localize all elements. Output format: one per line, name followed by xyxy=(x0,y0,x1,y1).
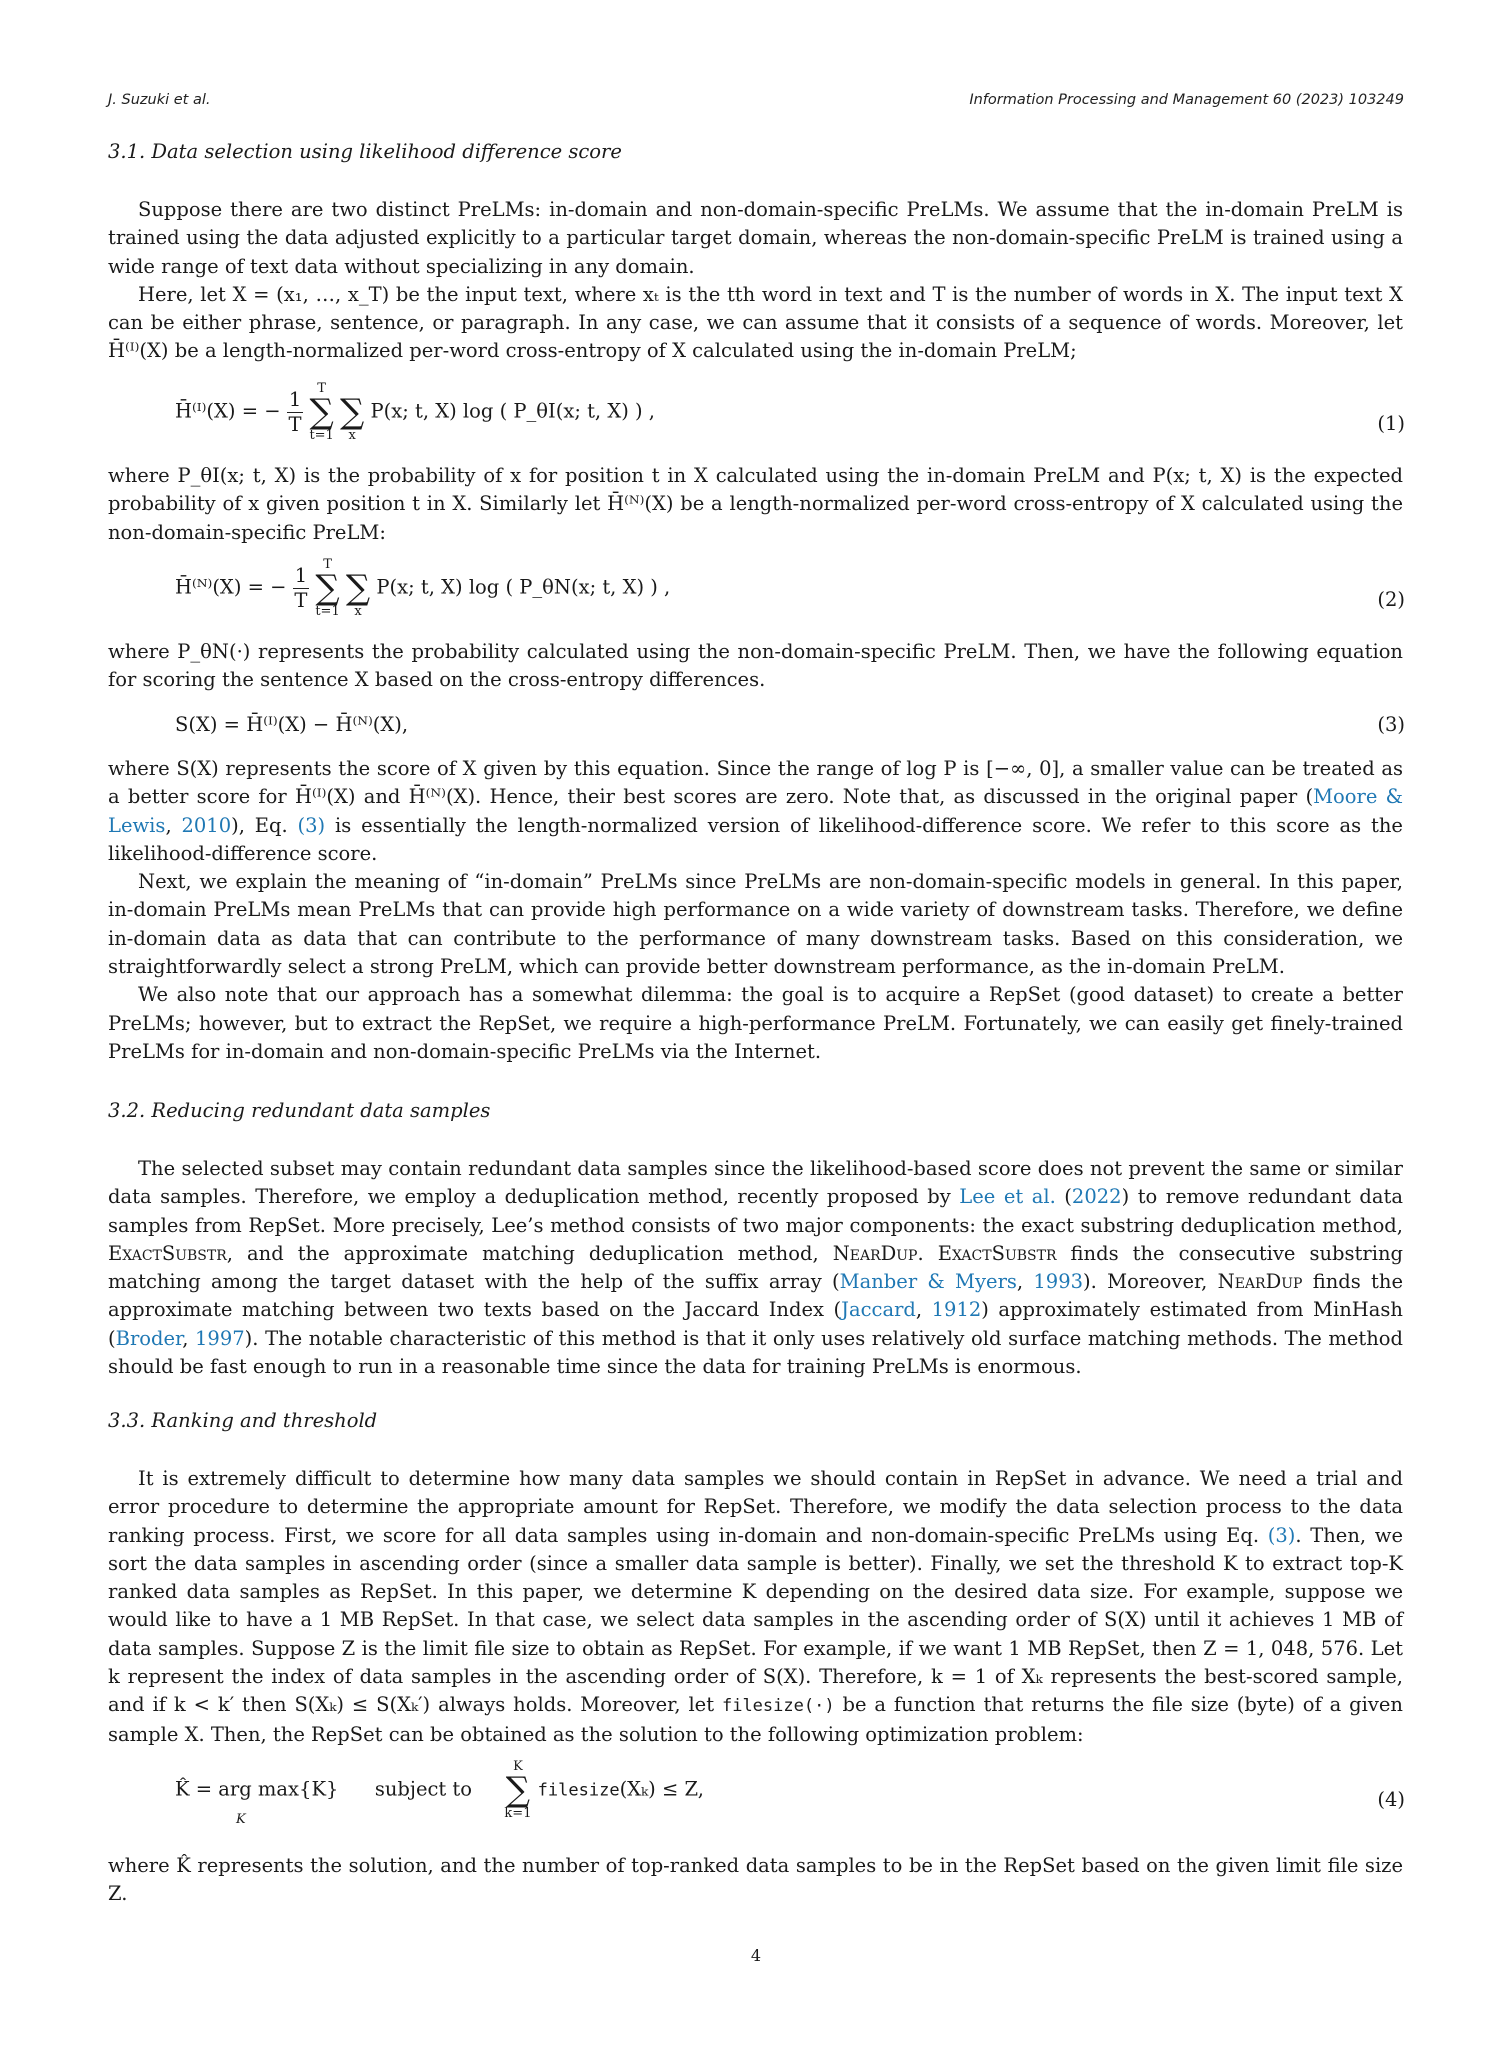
eq4-rhs: (Xₖ) ≤ Z, xyxy=(619,1777,704,1801)
frac-num: 1 xyxy=(288,388,302,411)
text-run: . Then, we sort the data samples in ascending order (since a smaller data sample is better). Finally, we set the threshold K to extract top-K ranked data samples as RepSet. In this paper, we determine K depending on the desired data size. For example, suppose we would like to have a 1 MB RepSet. In that case, we select data samples in the ascending order of S(X) until it achieves 1 MB of data samples. Suppose Z is the limit file size to obtain as RepSet. For example, if we want 1 MB RepSet, then Z = 1, 048, 576. Let k represent the index of data samples in the ascending order of S(X). Therefore, k = 1 of Xₖ represents the best-scored sample, and if k < k′ then S(Xₖ) ≤ S(Xₖ′) always holds. Moreover, let xyxy=(108,1523,1403,1717)
text-run: ), Eq. xyxy=(231,813,298,837)
text-run: , xyxy=(915,1298,932,1322)
sum-lower: x xyxy=(354,604,362,619)
frac-den: T xyxy=(288,412,302,436)
function-name: filesize(·) xyxy=(721,1696,835,1717)
paragraph xyxy=(108,1155,1403,1381)
citation-link[interactable]: 2010 xyxy=(181,813,232,837)
citation-link[interactable]: Jaccard xyxy=(841,1298,916,1322)
equation-link[interactable]: (3) xyxy=(297,813,326,837)
equation-link[interactable]: (3) xyxy=(1267,1523,1296,1547)
text-run: is essentially the length-normalized version of likelihood-difference score. We refer to this score as the likelihood-difference score. xyxy=(108,813,1403,865)
paragraph xyxy=(108,755,1403,868)
eq4-lhs: K̂ = arg max{K} xyxy=(175,1777,339,1801)
running-header-authors: J. Suzuki et al. xyxy=(108,92,211,108)
text-run: The selected subset may contain redundant data samples since the likelihood-based score does not prevent the same or similar data samples. Therefore, we employ a deduplication method, recently proposed by xyxy=(108,1157,1403,1209)
text-run: be a function that returns the file size (byte) of a given sample X. Then, the RepSet can be obtained as the solution to the following optimization problem: xyxy=(108,1693,1403,1746)
sum-symbol: ∑ xyxy=(505,1770,531,1810)
text-run: finds the approximate matching between two texts based on the Jaccard Index ( xyxy=(108,1270,1403,1322)
frac-num: 1 xyxy=(294,564,308,587)
paragraph: We also note that our approach has a somewhat dilemma: the goal is to acquire a RepSet (good dataset) to create a better PreLMs; however, but to extract the RepSet, we require a high-performance PreLM. Fortunately, we can easily get finely-trained PreLMs for in-domain and non-domain-specific PreLMs via the Internet. xyxy=(108,983,1403,1063)
paragraph: Next, we explain the meaning of “in-domain” PreLMs since PreLMs are non-domain-specific models in general. In this paper, in-domain PreLMs mean PreLMs that can provide high performance on a wide variety of downstream tasks. Therefore, we define in-domain data as data that can contribute to the performance of many downstream tasks. Based on this consideration, we straightforwardly select a strong PreLM, which can provide better downstream performance, as the in-domain PreLM. xyxy=(108,870,1403,979)
sum-lower: t=1 xyxy=(315,604,340,619)
text-run: ( xyxy=(1055,1185,1072,1209)
sum-lower: x xyxy=(348,428,356,443)
equation-number: (1) xyxy=(1377,412,1405,435)
frac-den: T xyxy=(294,588,308,612)
paragraph: Here, let X = (x₁, …, x_T) be the input text, where xₜ is the tth word in text and T is the number of words in X. The input text X can be either phrase, sentence, or paragraph. In any case, we can assume that it consists of a sequence of words. Moreover, let H̄⁽ᴵ⁾(X) be a length-normalized per-word cross-entropy of X calculated using the in-domain PreLM; xyxy=(108,282,1403,363)
text-run: . xyxy=(917,1241,938,1265)
body-block-7 xyxy=(108,1852,1403,1909)
equation-2 xyxy=(175,558,1405,618)
body-block-5 xyxy=(108,1155,1403,1381)
sum-upper: T xyxy=(323,557,332,572)
eq2-fraction xyxy=(293,566,309,610)
method-name: ExactSubstr xyxy=(108,1241,227,1265)
eq4-sum-k xyxy=(504,1760,531,1820)
section-heading-3-1: 3.1. Data selection using likelihood difference score xyxy=(108,140,622,163)
eq4-function: filesize xyxy=(537,1780,620,1801)
citation-link[interactable]: Broder xyxy=(115,1326,183,1350)
body-block-3 xyxy=(108,638,1403,695)
body-block-6 xyxy=(108,1465,1403,1749)
section-heading-3-2: 3.2. Reducing redundant data samples xyxy=(108,1099,491,1122)
method-name: ExactSubstr xyxy=(937,1241,1057,1265)
equation-number: (2) xyxy=(1377,588,1405,611)
equation-number: (4) xyxy=(1377,1788,1405,1811)
citation-link[interactable]: 2022 xyxy=(1071,1185,1122,1209)
sum-lower: k=1 xyxy=(504,1806,532,1821)
equation-3 xyxy=(175,713,1405,736)
paragraph: where K̂ represents the solution, and the number of top-ranked data samples to be in the RepSet based on the given limit file size Z. xyxy=(108,1854,1403,1906)
paragraph: where P_θN(·) represents the probability calculated using the non-domain-specific PreLM. Then, we have the following equation for scoring the sentence X based on the cross-entropy differences. xyxy=(108,640,1403,692)
text-run: ) to remove redundant data samples from RepSet. More precisely, Lee’s method consists of two major components: the exact substring deduplication method, xyxy=(108,1185,1404,1237)
eq2-sum-t xyxy=(315,558,339,618)
text-run: finds the consecutive substring matching among the target dataset with the help of the suffix array ( xyxy=(108,1241,1403,1294)
equation-number: (3) xyxy=(1377,713,1405,736)
eq4-argmax-subscript: K xyxy=(236,1812,246,1827)
text-run: , xyxy=(165,813,182,837)
paragraph xyxy=(108,1465,1403,1749)
section-heading-3-3: 3.3. Ranking and threshold xyxy=(108,1409,378,1432)
paragraph: where P_θI(x; t, X) is the probability of x for position t in X calculated using the in-domain PreLM and P(x; t, X) is the expected probability of x given position t in X. Similarly let H̄⁽ᴺ⁾(X) be a length-normalized per-word cross-entropy of X calculated using the non-domain-specific PreLM: xyxy=(108,464,1403,544)
text-run: ) approximately estimated from MinHash ( xyxy=(108,1298,1403,1350)
citation-link[interactable]: 1912 xyxy=(931,1298,982,1322)
method-name: NearDup xyxy=(1217,1270,1303,1294)
citation-link[interactable]: Manber & Myers xyxy=(839,1270,1017,1294)
eq1-rhs: P(x; t, X) log ( P_θI(x; t, X) ) , xyxy=(370,399,656,423)
sum-lower: t=1 xyxy=(309,428,334,443)
citation-link[interactable]: 1993 xyxy=(1033,1270,1084,1294)
equation-4 xyxy=(175,1760,1405,1820)
eq3-body: S(X) = H̄⁽ᴵ⁾(X) − H̄⁽ᴺ⁾(X), xyxy=(175,713,409,736)
sum-upper: T xyxy=(317,381,326,396)
text-run: , xyxy=(1016,1270,1034,1294)
text-run: where S(X) represents the score of X given by this equation. Since the range of log P is [−∞, 0], a smaller value can be treated as a better score for H̄⁽ᴵ⁾(X) and H̄⁽ᴺ⁾(X). Hence, their best scores are zero. Note that, as discussed in the original paper ( xyxy=(108,757,1403,809)
eq2-rhs: P(x; t, X) log ( P_θN(x; t, X) ) , xyxy=(376,575,671,599)
eq1-lhs: H̄⁽ᴵ⁾(X) = − xyxy=(175,399,281,423)
eq4-subject-to: subject to xyxy=(374,1777,473,1801)
sum-symbol: ∑ xyxy=(340,392,365,432)
sum-symbol: ∑ xyxy=(345,568,371,608)
citation-link[interactable]: 1997 xyxy=(195,1326,245,1350)
sum-symbol: ∑ xyxy=(315,568,340,608)
sum-symbol: ∑ xyxy=(309,392,334,432)
text-run: , xyxy=(182,1326,196,1350)
eq1-sum-x xyxy=(340,382,364,442)
body-block-4 xyxy=(108,755,1403,1066)
body-block-2 xyxy=(108,462,1403,547)
text-run: It is extremely difficult to determine how many data samples we should contain in RepSet in advance. We need a trial and error procedure to determine the appropriate amount for RepSet. Therefore, we modify the data selection process to the data ranking process. First, we score for all data samples using in-domain and non-domain-specific PreLMs using Eq. xyxy=(108,1467,1403,1547)
eq2-sum-x xyxy=(346,558,370,618)
text-run: ). Moreover, xyxy=(1083,1270,1218,1294)
citation-link[interactable]: Lee et al. xyxy=(959,1185,1056,1209)
eq1-sum-t xyxy=(309,382,333,442)
text-run: ). The notable characteristic of this method is that it only uses relatively old surface matching methods. The method should be fast enough to run in a reasonable time since the data for training PreLMs is enormous. xyxy=(108,1326,1403,1379)
eq2-lhs: H̄⁽ᴺ⁾(X) = − xyxy=(175,575,287,599)
equation-1 xyxy=(175,382,1405,442)
body-block-1 xyxy=(108,196,1403,366)
sum-upper: K xyxy=(513,1759,523,1774)
citation-link[interactable]: Moore & Lewis xyxy=(108,785,1403,837)
paragraph: Suppose there are two distinct PreLMs: in-domain and non-domain-specific PreLMs. We assume that the in-domain PreLM is trained using the data adjusted explicitly to a particular target domain, whereas the non-domain-specific PreLM is trained using a wide range of text data without specializing in any domain. xyxy=(108,198,1403,278)
text-run: , and the approximate matching deduplication method, xyxy=(226,1241,833,1265)
eq1-fraction xyxy=(287,390,303,434)
running-header-journal: Information Processing and Management 60 (2023) 103249 xyxy=(969,92,1404,108)
method-name: NearDup xyxy=(832,1241,918,1265)
page-number: 4 xyxy=(750,1946,762,1965)
